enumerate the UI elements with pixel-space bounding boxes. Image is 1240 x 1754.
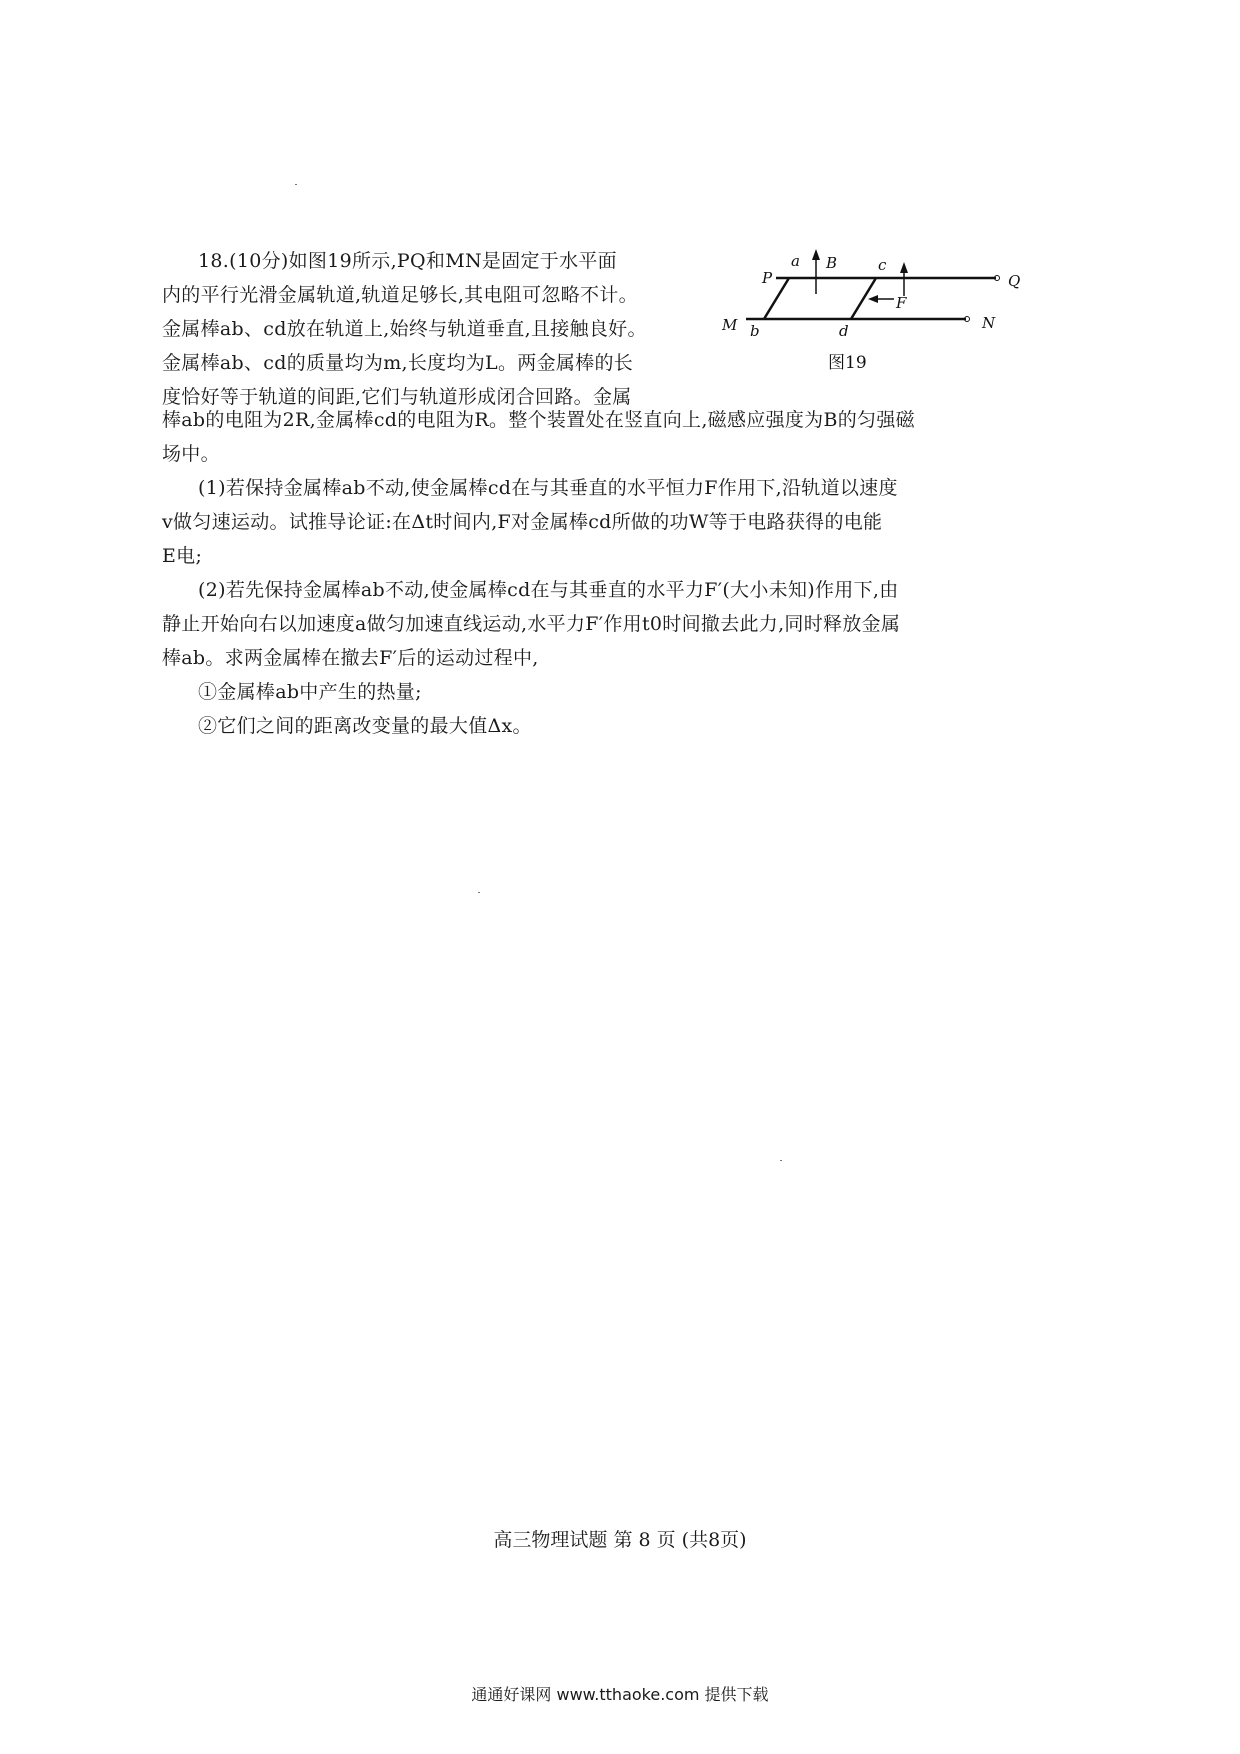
problem-line: 金属棒ab、cd放在轨道上,始终与轨道垂直,且接触良好。 [162,318,647,340]
field-arrow-head [812,249,820,260]
label-b: b [750,322,760,340]
label-m: M [722,316,738,334]
part-1-line: E电; [162,545,203,567]
label-f: F [896,294,907,312]
force-arrow-head [868,295,878,303]
label-n: N [982,314,996,332]
part-2-line: 棒ab。求两金属棒在撤去F′后的运动过程中, [162,647,539,669]
page-footer: 高三物理试题 第 8 页 (共8页) [493,1529,747,1551]
label-a: a [791,252,800,270]
problem-line: 场中。 [162,443,220,465]
problem-line: 内的平行光滑金属轨道,轨道足够长,其电阻可忽略不计。 [162,284,638,306]
figure-19-rails-diagram [708,246,1028,374]
label-c: c [878,256,887,274]
scan-speck [780,1160,782,1161]
label-p: P [762,269,773,287]
problem-line: 金属棒ab、cd的质量均为m,长度均为L。两金属棒的长 [162,352,634,374]
part-2-line: (2)若先保持金属棒ab不动,使金属棒cd在与其垂直的水平力F′(大小未知)作用下,由 [198,579,899,601]
label-d: d [839,322,849,340]
problem-line: 18.(10分)如图19所示,PQ和MN是固定于水平面 [198,250,617,272]
scan-speck [478,892,480,893]
problem-line: 度恰好等于轨道的间距,它们与轨道形成闭合回路。金属 [162,386,632,408]
part-1-line: (1)若保持金属棒ab不动,使金属棒cd在与其垂直的水平恒力F作用下,沿轨道以速度 [198,477,898,499]
sub-question-1: ①金属棒ab中产生的热量; [198,681,422,703]
part-1-line: v做匀速运动。试推导论证:在Δt时间内,F对金属棒cd所做的功W等于电路获得的电能 [162,511,883,533]
problem-line: 棒ab的电阻为2R,金属棒cd的电阻为R。整个装置处在竖直向上,磁感应强度为B的匀强磁 [162,409,915,431]
part-2-line: 静止开始向右以加速度a做匀加速直线运动,水平力F′作用t0时间撤去此力,同时释放金属 [162,613,901,635]
problem-text-top [162,244,647,414]
figure-caption: 图19 [828,353,867,373]
field-arrow-head [900,262,908,273]
problem-text-full [162,403,915,743]
label-q: Q [1008,272,1021,290]
label-b-field: B [826,254,838,272]
source-watermark: 通通好课网 www.tthaoke.com 提供下载 [471,1685,769,1704]
sub-question-2: ②它们之间的距离改变量的最大值Δx。 [198,715,532,737]
scan-speck [295,184,297,185]
